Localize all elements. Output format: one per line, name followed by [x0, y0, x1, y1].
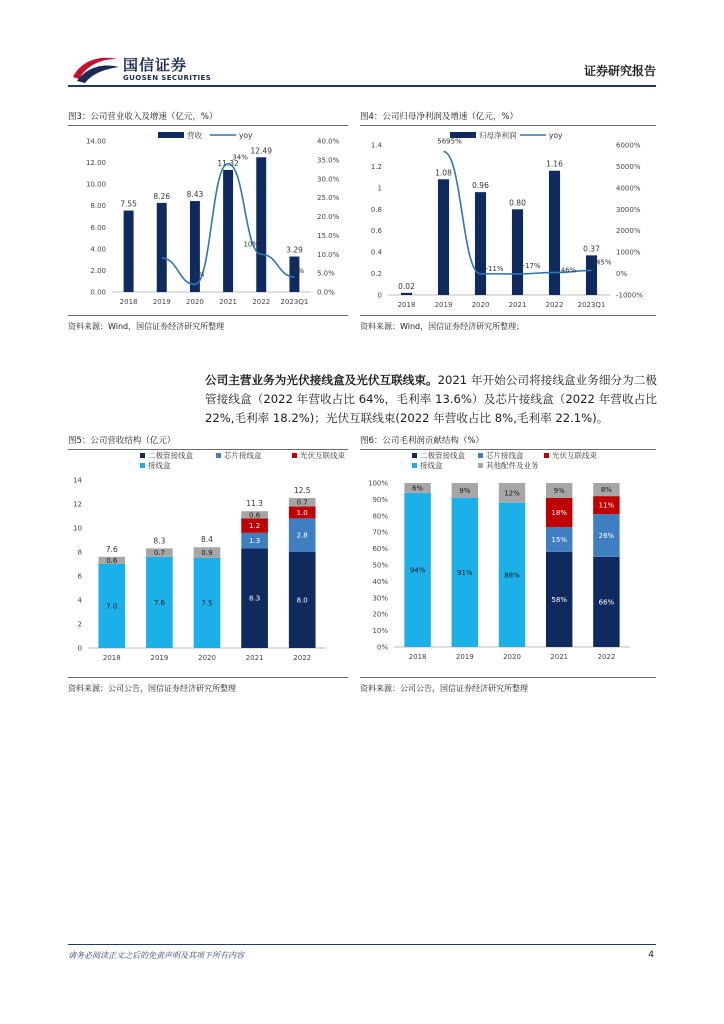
figure-5-chart [68, 451, 350, 671]
y-axis-tick-label: 30% [372, 594, 388, 603]
y-axis-tick-label: 40% [372, 577, 388, 586]
x-axis-tick-label: 2018 [102, 654, 121, 662]
figure-5-bottom-rule [68, 677, 348, 678]
x-axis-tick-label: 2022 [252, 298, 271, 306]
y2-axis-tick-label: 15.0% [317, 231, 340, 240]
bar [124, 211, 134, 292]
y-axis-tick-label: 90% [372, 495, 388, 504]
body-paragraph [205, 371, 657, 428]
guosen-logo-icon [71, 53, 121, 85]
y2-axis-tick-label: 0% [616, 270, 628, 279]
x-axis-tick-label: 2021 [219, 298, 237, 306]
y-axis-tick-label: 2 [77, 620, 82, 629]
figure-3-bottom-rule [68, 315, 348, 316]
y-axis-tick-label: 20% [372, 610, 388, 619]
bar [549, 171, 560, 295]
x-axis-tick-label: 2022 [545, 301, 564, 309]
segment-value-label: 8.3 [249, 594, 261, 603]
bar-total-label: 12.5 [293, 486, 311, 495]
bar-value-label: 0.96 [472, 181, 489, 191]
y-axis-tick-label: 10 [73, 524, 82, 533]
y-axis-tick-label: 6 [77, 572, 82, 581]
segment-value-label: 0.6 [106, 556, 118, 565]
y2-axis-tick-label: 40.0% [317, 137, 340, 146]
segment-value-label: 26% [598, 531, 615, 540]
yoy-data-label: -11% [485, 264, 504, 273]
figure-4-chart [360, 127, 656, 313]
figure-3-chart [68, 127, 350, 313]
legend-label: yoy [549, 131, 563, 140]
segment-value-label: 9% [553, 486, 565, 495]
bar [256, 157, 266, 292]
bar-value-label: 0.80 [509, 198, 526, 208]
footer-rule [68, 944, 656, 945]
x-axis-tick-label: 2023Q1 [577, 301, 606, 309]
y-axis-tick-label: 6.00 [90, 223, 106, 232]
legend-swatch [412, 463, 417, 468]
y-axis-tick-label: 10.00 [85, 180, 106, 189]
brand-name: 国信证券 [123, 56, 188, 74]
figure-6-source: 资料来源：公司公告，国信证券经济研究所整理 [360, 684, 528, 693]
y2-axis-tick-label: 2000% [616, 227, 641, 236]
figure-4-bottom-rule [360, 315, 656, 316]
y-axis-tick-label: 12.00 [85, 159, 106, 168]
legend-swatch [478, 453, 483, 458]
bar-total-label: 11.3 [246, 499, 263, 509]
y-axis-tick-label: 4.00 [90, 245, 106, 254]
legend-swatch [412, 453, 417, 458]
y-axis-tick-label: 8.00 [90, 202, 106, 211]
legend-label: 营收 [187, 131, 202, 140]
y2-axis-tick-label: -1000% [616, 291, 643, 300]
y-axis-tick-label: 0.6 [370, 227, 382, 236]
figure-4-top-rule [360, 125, 656, 126]
yoy-data-label: 46% [560, 266, 577, 275]
segment-value-label: 1.0 [296, 508, 308, 517]
bar-value-label: 1.16 [546, 159, 563, 169]
bar [512, 209, 523, 295]
x-axis-tick-label: 2022 [597, 653, 616, 661]
segment-value-label: 6% [412, 484, 424, 493]
yoy-data-label: -17% [522, 261, 541, 270]
segment-value-label: 7.0 [106, 602, 118, 611]
yoy-data-label: 4% [292, 266, 304, 275]
x-axis-tick-label: 2021 [508, 301, 527, 309]
y-axis-tick-label: 12 [73, 500, 82, 509]
figure-6-top-rule [360, 449, 656, 450]
yoy-data-label: 34% [232, 153, 248, 162]
x-axis-tick-label: 2018 [397, 301, 416, 309]
figure-3-source: 资料来源：Wind，国信证券经济研究所整理 [68, 322, 225, 331]
legend-swatch [478, 463, 483, 468]
figure-3-title: 图3：公司营业收入及增速（亿元，%） [68, 112, 218, 122]
segment-value-label: 15% [551, 536, 567, 545]
y2-axis-tick-label: 1000% [616, 248, 641, 257]
y-axis-tick-label: 0% [376, 643, 388, 652]
page-number: 4 [648, 950, 654, 960]
legend-swatch [140, 453, 145, 458]
legend-swatch [140, 463, 145, 468]
legend-label: 接线盒 [148, 461, 171, 470]
y-axis-tick-label: 50% [372, 561, 388, 570]
segment-value-label: 94% [409, 566, 426, 575]
legend-label: 芯片接线盒 [486, 451, 524, 460]
legend-label: 光伏互联线束 [552, 451, 597, 460]
segment-value-label: 11% [598, 501, 615, 510]
yoy-data-label: 2% [193, 270, 205, 279]
legend-label: 接线盒 [420, 461, 443, 470]
x-axis-tick-label: 2019 [434, 301, 453, 309]
legend-label: 归母净利润 [479, 131, 517, 140]
legend-label: 其他配件及业务 [486, 461, 539, 470]
legend-swatch-bar [158, 132, 184, 138]
yoy-data-label: 9% [156, 262, 168, 271]
bar-value-label: 8.26 [153, 191, 171, 201]
y-axis-tick-label: 1.4 [370, 141, 382, 150]
bar [401, 293, 412, 295]
body-lead: 公司主营业务为光伏接线盒及光伏互联线束。 [205, 373, 438, 387]
bar-value-label: 0.37 [583, 244, 600, 254]
y-axis-tick-label: 0 [377, 291, 382, 300]
y-axis-tick-label: 1.2 [370, 162, 382, 171]
y-axis-tick-label: 0 [77, 644, 82, 653]
bar [438, 179, 449, 295]
bar-total-label: 8.4 [201, 535, 213, 545]
legend-label: 芯片接线盒 [224, 451, 262, 460]
header-rule [68, 85, 656, 87]
segment-value-label: 66% [598, 598, 615, 607]
legend-label: yoy [239, 131, 253, 140]
legend-label: 二极管接线盒 [420, 451, 465, 460]
bar-value-label: 8.43 [186, 190, 204, 200]
segment-value-label: 1.2 [249, 522, 261, 531]
yoy-data-label: 145% [591, 258, 612, 267]
bar [475, 192, 486, 295]
y2-axis-tick-label: 5.0% [317, 269, 335, 278]
y2-axis-tick-label: 6000% [616, 141, 641, 150]
x-axis-tick-label: 2021 [245, 654, 264, 662]
segment-value-label: 0.9 [201, 549, 213, 558]
legend-label: 光伏互联线束 [300, 451, 345, 460]
y-axis-tick-label: 80% [372, 512, 388, 521]
bar [223, 170, 233, 292]
y-axis-tick-label: 0.8 [370, 205, 382, 214]
y2-axis-tick-label: 0.0% [317, 288, 335, 297]
segment-value-label: 88% [504, 571, 520, 580]
bar-value-label: 12.49 [250, 146, 272, 156]
bar-total-label: 7.6 [105, 544, 118, 554]
bar-value-label: 7.55 [120, 199, 137, 209]
y2-axis-tick-label: 5000% [616, 162, 641, 171]
legend-swatch [544, 453, 549, 458]
x-axis-tick-label: 2018 [119, 298, 138, 306]
x-axis-tick-label: 2019 [150, 654, 169, 662]
y-axis-tick-label: 2.00 [90, 266, 106, 275]
x-axis-tick-label: 2021 [550, 653, 569, 661]
bar-value-label: 0.02 [398, 281, 415, 291]
bar-value-label: 1.08 [435, 168, 452, 178]
segment-value-label: 18% [551, 509, 567, 518]
y-axis-tick-label: 0.00 [90, 288, 106, 297]
y-axis-tick-label: 1 [377, 184, 382, 193]
x-axis-tick-label: 2020 [186, 298, 204, 306]
report-type-label: 证券研究报告 [583, 64, 656, 78]
y-axis-tick-label: 60% [372, 545, 388, 554]
x-axis-tick-label: 2019 [152, 298, 171, 306]
segment-value-label: 1.3 [249, 537, 261, 546]
yoy-data-label: 5695% [437, 137, 462, 146]
y2-axis-tick-label: 25.0% [317, 194, 340, 203]
yoy-data-label: 10% [243, 240, 260, 249]
y-axis-tick-label: 0.2 [370, 270, 382, 279]
y-axis-tick-label: 14 [73, 476, 82, 485]
body-text: 2021 年开始公司将接线盒业务细分为二极管接线盒（2022 年营收占比 64%，毛利率 13.6%）及芯片接线盒（2022 年营收占比 22%,毛利率 18.2%)；光伏互联线束(2022 年营收占比 8%,毛利率 22.1%)。 [205, 373, 657, 425]
bar [157, 203, 167, 292]
legend-swatch [216, 453, 221, 458]
y2-axis-tick-label: 20.0% [317, 213, 340, 221]
bar-value-label: 3.29 [286, 245, 303, 255]
y-axis-tick-label: 8 [77, 548, 82, 557]
figure-4-source: 资料来源：Wind，国信证券经济研究所整理； [360, 322, 525, 331]
segment-value-label: 2.8 [296, 531, 308, 540]
figure-6-title: 图6：公司毛利润贡献结构（%） [360, 436, 484, 446]
y-axis-tick-label: 100% [367, 479, 388, 488]
x-axis-tick-label: 2023Q1 [280, 298, 309, 306]
figure-3-top-rule [68, 125, 348, 126]
y-axis-tick-label: 4 [77, 596, 82, 605]
y-axis-tick-label: 70% [372, 528, 388, 537]
bar-total-label: 8.3 [153, 536, 166, 546]
segment-value-label: 7.5 [201, 599, 213, 608]
x-axis-tick-label: 2020 [503, 653, 521, 661]
figure-5-title: 图5：公司营收结构（亿元） [68, 436, 176, 446]
figure-6-bottom-rule [360, 677, 656, 678]
segment-value-label: 12% [504, 489, 520, 498]
segment-value-label: 8.0 [296, 596, 308, 605]
y-axis-tick-label: 10% [372, 627, 388, 636]
footer-disclaimer: 请务必阅读正文之后的免责声明及其项下所有内容 [68, 951, 244, 960]
figure-4-title: 图4：公司归母净利润及增速（亿元，%） [360, 112, 518, 122]
x-axis-tick-label: 2019 [455, 653, 474, 661]
y2-axis-tick-label: 30.0% [317, 175, 340, 184]
segment-value-label: 9% [459, 486, 471, 495]
y-axis-tick-label: 0.4 [370, 248, 382, 257]
y2-axis-tick-label: 4000% [616, 184, 641, 193]
bar-value-label: 11.32 [217, 158, 239, 168]
segment-value-label: 7.6 [153, 598, 165, 607]
brand-name-english: GUOSEN SECURITIES [123, 74, 212, 82]
y2-axis-tick-label: 3000% [616, 205, 641, 214]
y-axis-tick-label: 14.00 [85, 137, 106, 146]
segment-value-label: 8% [600, 486, 612, 495]
segment-value-label: 0.6 [249, 511, 261, 520]
x-axis-tick-label: 2018 [408, 653, 427, 661]
segment-value-label: 58% [551, 595, 567, 604]
figure-5-source: 资料来源：公司公告，国信证券经济研究所整理 [68, 684, 236, 693]
x-axis-tick-label: 2020 [471, 301, 490, 309]
legend-swatch [292, 453, 297, 458]
segment-value-label: 0.7 [296, 498, 308, 507]
y2-axis-tick-label: 10.0% [317, 250, 340, 259]
segment-value-label: 0.7 [153, 549, 165, 558]
figure-6-chart [360, 451, 656, 671]
segment-value-label: 91% [457, 568, 473, 577]
x-axis-tick-label: 2022 [293, 654, 312, 662]
legend-label: 二极管接线盒 [148, 451, 193, 460]
figure-5-top-rule [68, 449, 348, 450]
y2-axis-tick-label: 35.0% [317, 156, 340, 165]
x-axis-tick-label: 2020 [198, 654, 216, 662]
